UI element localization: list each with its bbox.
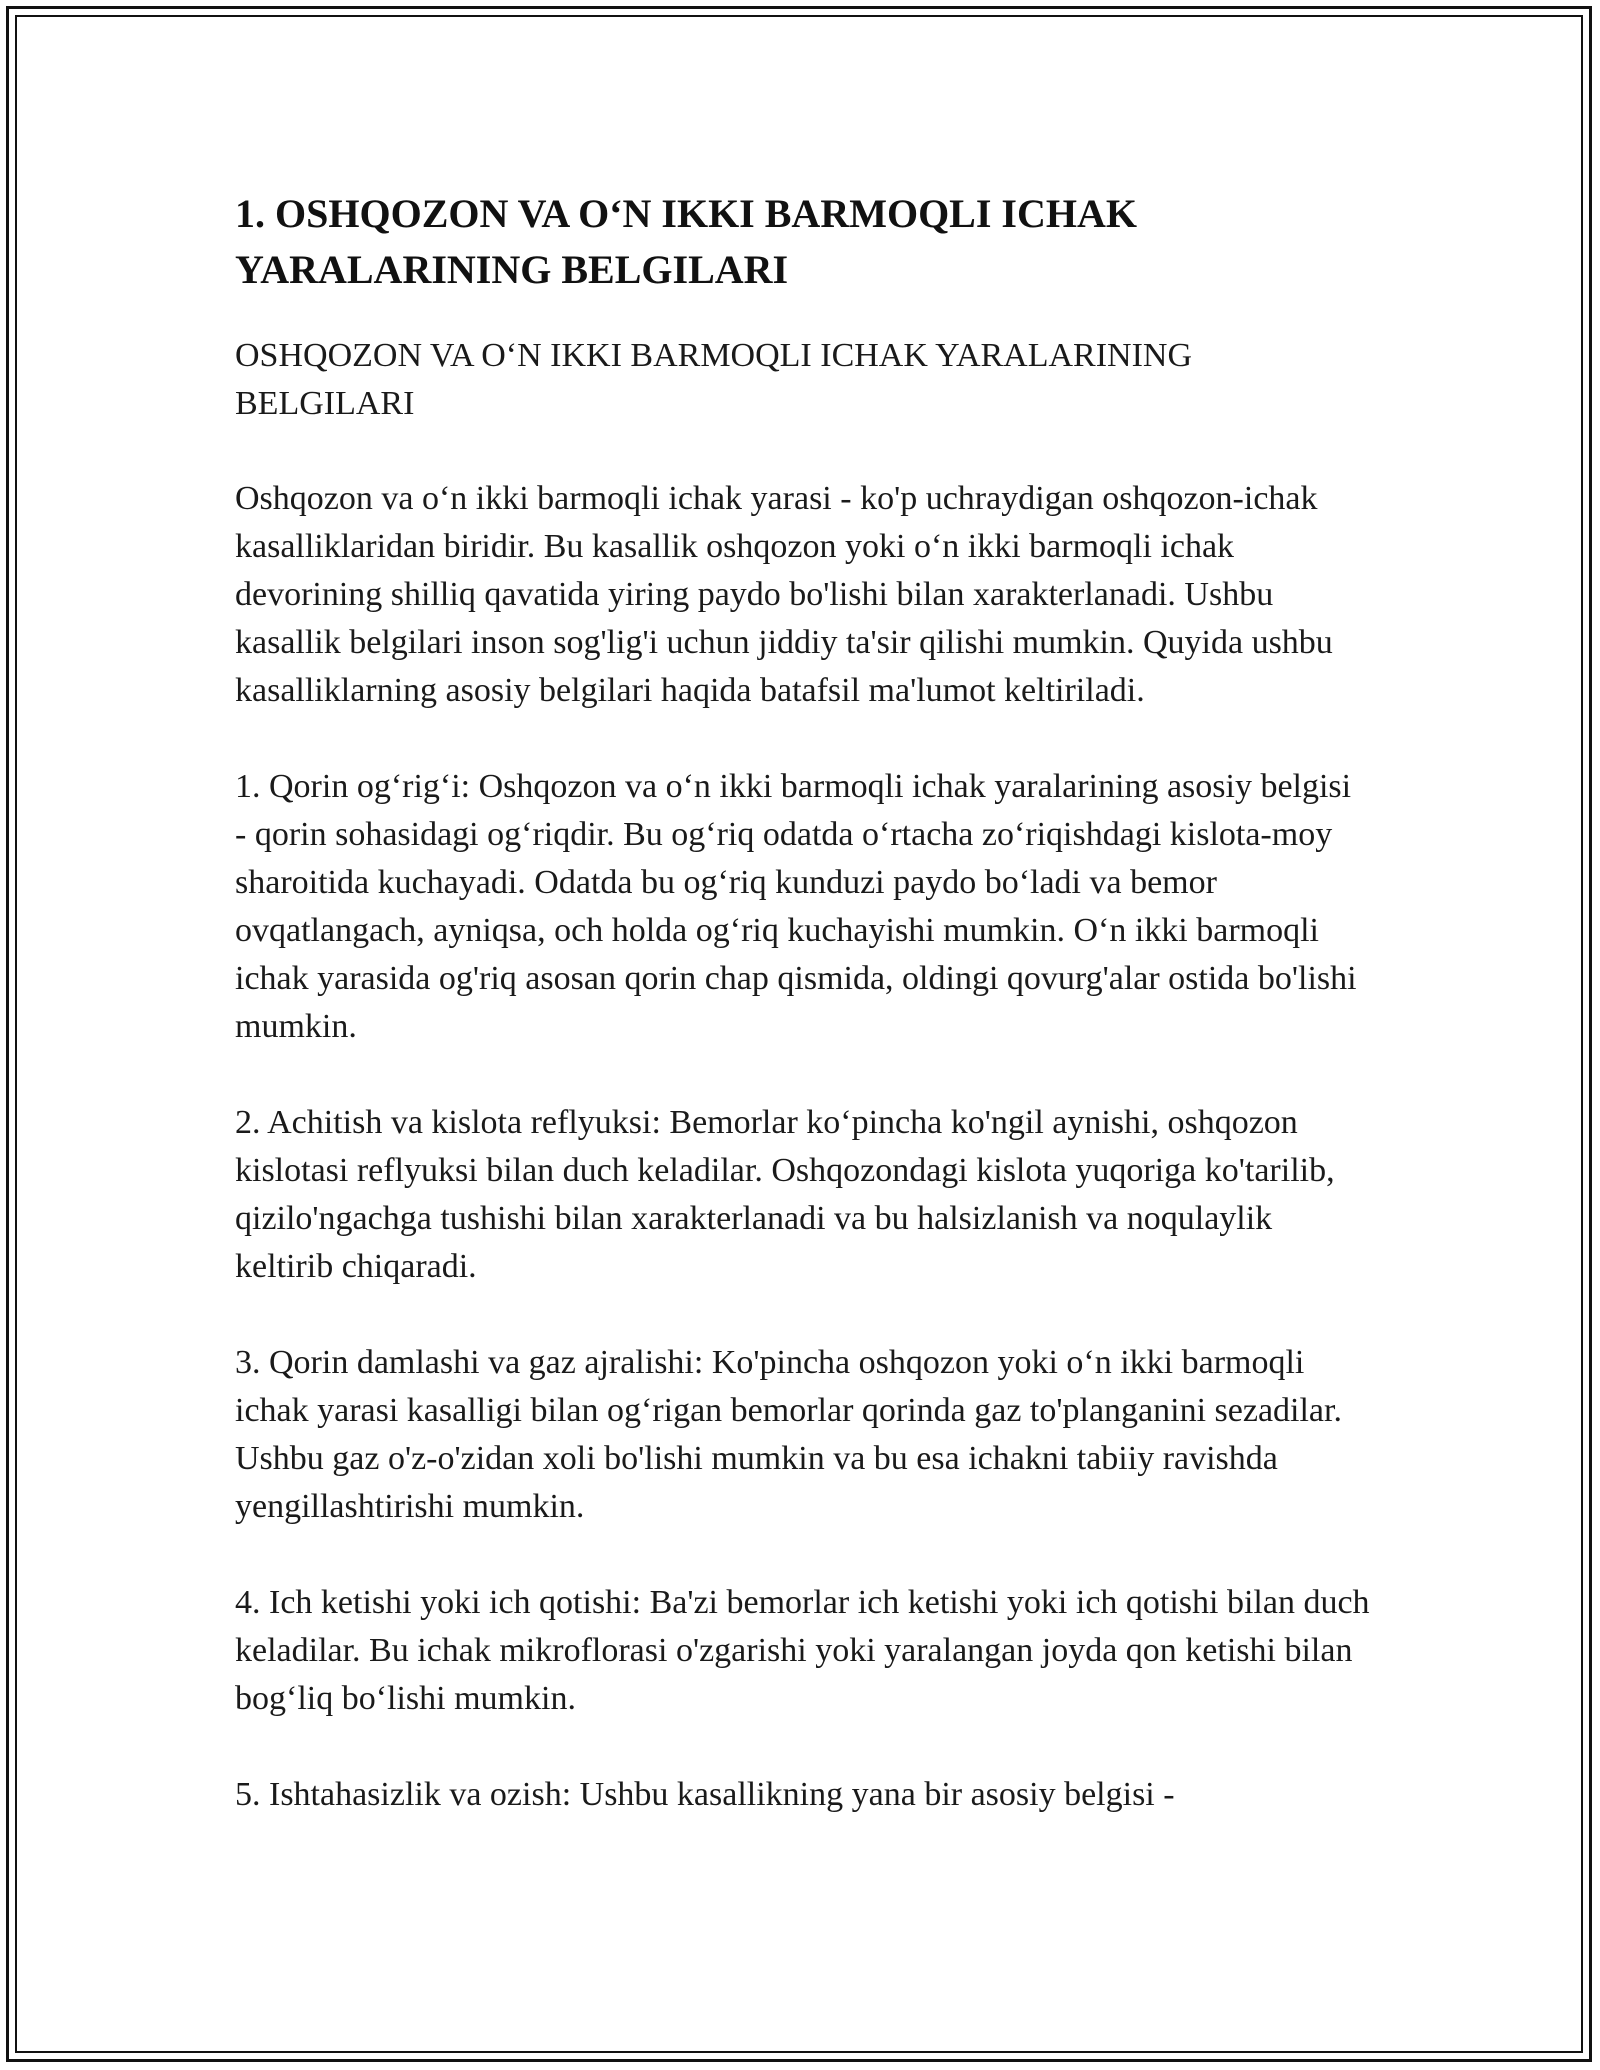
symptom-paragraph-4: 4. Ich ketishi yoki ich qotishi: Ba'zi bemorlar ich ketishi yoki ich qotishi bilan duch keladilar. Bu ichak mikroflorasi o'zgarishi yoki yaralangan joyda qon ketishi bilan bog‘liq bo‘lishi mumkin. — [235, 1584, 1370, 1717]
intro-paragraph: Oshqozon va o‘n ikki barmoqli ichak yarasi - ko'p uchraydigan oshqozon-ichak kasalliklaridan biridir. Bu kasallik oshqozon yoki o‘n ikki barmoqli ichak devorining shilliq qavatida yiring paydo bo'lishi bilan xarakterlanadi. Ushbu kasallik belgilari inson sog'lig'i uchun jiddiy ta'sir qilishi mumkin. Quyida ushbu kasalliklarning asosiy belgilari haqida batafsil ma'lumot keltiriladi. — [235, 480, 1333, 709]
symptom-paragraph-3: 3. Qorin damlashi va gaz ajralishi: Ko'pincha oshqozon yoki o‘n ikki barmoqli ichak yarasi kasalligi bilan og‘rigan bemorlar qorinda gaz to'planganini sezadilar. Ushbu gaz o'z-o'zidan xoli bo'lishi mumkin va bu esa ichakni tabiiy ravishda yengillashtirishi mumkin. — [235, 1344, 1342, 1525]
section-subheading: OSHQOZON VA O‘N IKKI BARMOQLI ICHAK YARALARINING BELGILARI — [235, 337, 1193, 422]
symptom-paragraph-5: 5. Ishtahasizlik va ozish: Ushbu kasallikning yana bir asosiy belgisi - — [235, 1776, 1175, 1813]
symptom-paragraph-2: 2. Achitish va kislota reflyuksi: Bemorlar ko‘pincha ko'ngil aynishi, oshqozon kislotasi reflyuksi bilan duch keladilar. Oshqozondagi kislota yuqoriga ko'tarilib, qizilo'ngachga tushishi bilan xarakterlanadi va bu halsizlanish va noqulaylik keltirib chiqaradi. — [235, 1104, 1335, 1285]
symptom-paragraph-1: 1. Qorin og‘rig‘i: Oshqozon va o‘n ikki barmoqli ichak yaralarining asosiy belgisi - qorin sohasidagi og‘riqdir. Bu og‘riq odatda o‘rtacha zo‘riqishdagi kislota-moy sharoitida kuchayadi. Odatda bu og‘riq kunduzi paydo bo‘ladi va bemor ovqatlangach, ayniqsa, och holda og‘riq kuchayishi mumkin. O‘n ikki barmoqli ichak yarasida og'riq asosan qorin chap qismida, oldingi qovurg'alar ostida bo'lishi mumkin. — [235, 768, 1357, 1045]
document-page — [235, 186, 1370, 1867]
section-heading: 1. OSHQOZON VA O‘N IKKI BARMOQLI ICHAK YARALARINING BELGILARI — [235, 191, 1137, 292]
